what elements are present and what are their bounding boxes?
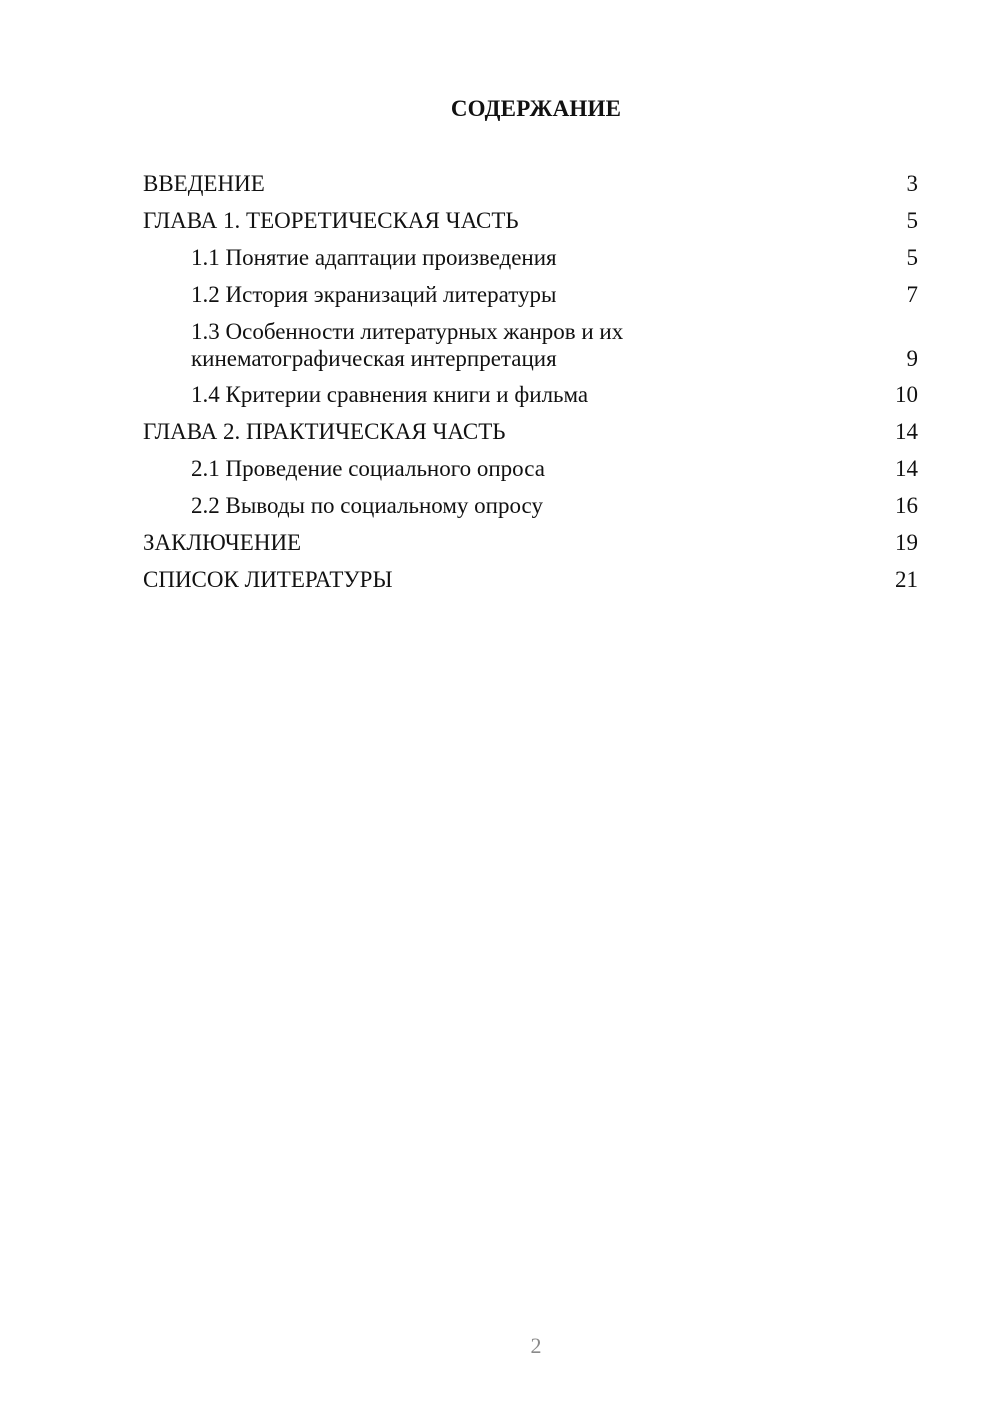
toc-entry-page: 14 <box>895 419 918 444</box>
toc-entry-label: ГЛАВА 2. ПРАКТИЧЕСКАЯ ЧАСТЬ <box>143 419 506 444</box>
toc-entry-page: 16 <box>895 493 918 518</box>
toc-entry-section-2-1[interactable] <box>143 455 918 482</box>
toc-entry-conclusion[interactable] <box>143 529 918 556</box>
toc-entry-label: ЗАКЛЮЧЕНИЕ <box>143 530 302 555</box>
toc-entry-chapter-2[interactable] <box>143 418 918 445</box>
toc-entry-page: 14 <box>895 456 918 481</box>
page-number: 2 <box>530 1333 542 1358</box>
toc-entry-page: 3 <box>906 171 918 196</box>
toc-entry-label: 1.2 История экранизаций литературы <box>191 282 557 307</box>
toc-entry-label: 1.1 Понятие адаптации произведения <box>191 245 557 270</box>
toc-entry-bibliography[interactable] <box>143 566 918 593</box>
toc-entry-page: 21 <box>895 567 918 592</box>
toc-entry-label: ВВЕДЕНИЕ <box>143 171 265 196</box>
toc-entry-section-1-3[interactable] <box>143 318 918 372</box>
toc-entry-label: 2.2 Выводы по социальному опросу <box>191 493 543 518</box>
toc-entry-page: 10 <box>895 382 918 407</box>
toc-entry-page: 9 <box>906 346 918 371</box>
toc-entry-introduction[interactable] <box>143 170 918 197</box>
toc-entry-page: 5 <box>906 208 918 233</box>
toc-entry-label: СПИСОК ЛИТЕРАТУРЫ <box>143 567 393 592</box>
page-title: СОДЕРЖАНИЕ <box>450 96 622 121</box>
toc-entry-page: 7 <box>906 282 918 307</box>
table-of-contents <box>143 170 918 603</box>
toc-entry-label: 1.3 Особенности литературных жанров и их кинематографическая интерпретация <box>191 319 624 371</box>
toc-entry-page: 19 <box>895 530 918 555</box>
toc-entry-label: ГЛАВА 1. ТЕОРЕТИЧЕСКАЯ ЧАСТЬ <box>143 208 519 233</box>
toc-entry-section-1-4[interactable] <box>143 381 918 408</box>
toc-entry-page: 5 <box>906 245 918 270</box>
toc-entry-section-2-2[interactable] <box>143 492 918 519</box>
toc-entry-label: 2.1 Проведение социального опроса <box>191 456 545 481</box>
toc-entry-section-1-2[interactable] <box>143 281 918 308</box>
toc-entry-label: 1.4 Критерии сравнения книги и фильма <box>191 382 589 407</box>
toc-entry-chapter-1[interactable] <box>143 207 918 234</box>
toc-entry-section-1-1[interactable] <box>143 244 918 271</box>
